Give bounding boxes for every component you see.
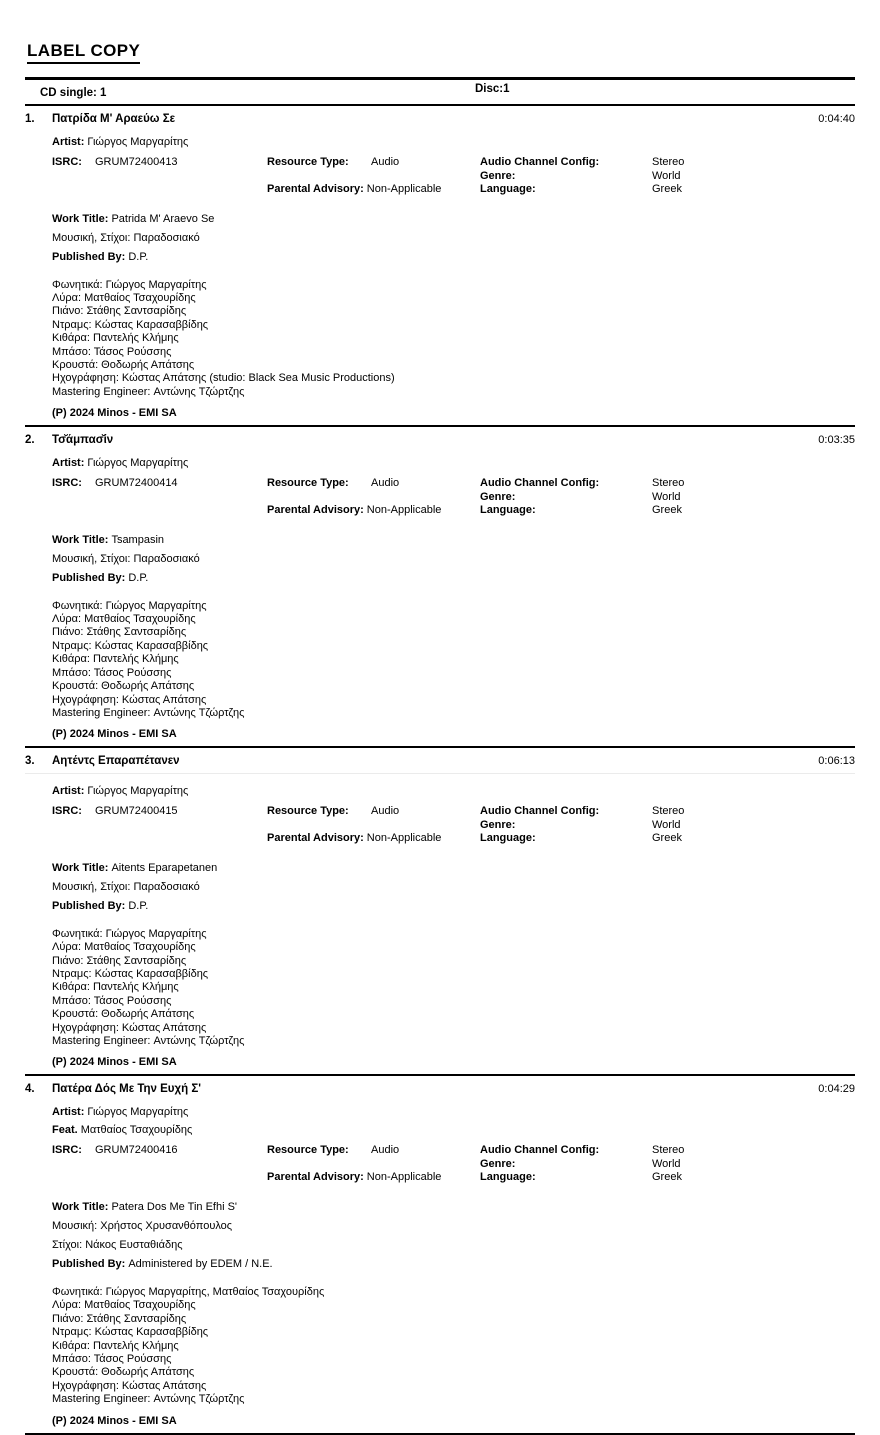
language-value: Greek [652, 183, 682, 195]
work-title-value: Aitents Eparapetanen [111, 861, 218, 874]
parental-advisory-value: Non-Applicable [366, 1171, 442, 1184]
work-info-block [52, 859, 855, 916]
genre-value: World [652, 169, 681, 182]
credit-line: Mastering Engineer: Αντώνης Τζώρτζης [52, 385, 245, 398]
artist-row [52, 1106, 855, 1118]
writer-line: Μουσική, Στίχοι: Παραδοσιακό [52, 231, 200, 244]
artist-row [52, 785, 855, 797]
audio-channel-config-value: Stereo [652, 477, 685, 490]
work-info-block [52, 531, 855, 588]
work-title-label: Work Title: [52, 861, 109, 874]
published-by-row [52, 569, 855, 588]
language-label: Language: [480, 504, 536, 517]
track-number: 3. [25, 755, 35, 768]
published-by-label: Published By: [52, 250, 126, 263]
track-title-row [25, 755, 855, 767]
track-list [25, 106, 855, 1435]
isrc-label: ISRC: [52, 156, 82, 168]
isrc-value: GRUM72400414 [95, 477, 178, 490]
credits [52, 279, 855, 400]
track-row [25, 1076, 855, 1434]
track-duration: 0:04:40 [818, 113, 855, 125]
genre-value: World [652, 490, 681, 503]
title-wrap [0, 0, 880, 64]
credit-line: Κιθάρα: Παντελής Κλήμης [52, 332, 179, 345]
audio-channel-config-value: Stereo [652, 1144, 685, 1157]
credits [52, 928, 855, 1049]
published-by-value: D.P. [128, 250, 149, 263]
parental-advisory-label: Parental Advisory: [267, 1171, 364, 1184]
work-title-value: Tsampasin [111, 533, 165, 546]
work-title-row [52, 859, 855, 878]
credit-line: Λύρα: Ματθαίος Τσαχουρίδης [52, 941, 196, 954]
writers [52, 1217, 855, 1255]
credits [52, 1286, 855, 1407]
artist-label: Artist: [52, 785, 85, 798]
audio-channel-config-value: Stereo [652, 156, 685, 168]
resource-type-field [267, 156, 480, 170]
language-value: Greek [652, 832, 682, 845]
track-separator [25, 1433, 855, 1435]
language-label: Language: [480, 1171, 536, 1184]
genre-label: Genre: [480, 490, 516, 503]
credit-line: Μπάσο: Τάσος Ρούσσης [52, 666, 172, 679]
artist-name: Γιώργος Μαργαρίτης [87, 1106, 189, 1119]
parental-advisory-value: Non-Applicable [366, 183, 442, 195]
parental-advisory-label: Parental Advisory: [267, 832, 364, 845]
audio-channel-config-label: Audio Channel Config: [480, 1144, 600, 1157]
work-info-block [52, 1198, 855, 1274]
isrc-label: ISRC: [52, 1144, 82, 1157]
p-line: (P) 2024 Minos - EMI SA [52, 407, 177, 420]
parental-advisory-field [267, 183, 480, 197]
writer-line: Μουσική, Στίχοι: Παραδοσιακό [52, 552, 200, 565]
isrc-field [52, 805, 267, 819]
resource-type-value: Audio [371, 805, 400, 818]
feat-name: Ματθαίος Τσαχουρίδης [80, 1124, 193, 1137]
p-line: (P) 2024 Minos - EMI SA [52, 1056, 177, 1069]
credit-line: Πιάνο: Στάθης Σαντσαρίδης [52, 954, 187, 967]
resource-type-label: Resource Type: [267, 156, 349, 168]
credit-line: Mastering Engineer: Αντώνης Τζώρτζης [52, 1035, 245, 1048]
track-title-row [25, 1083, 855, 1095]
writers [52, 878, 855, 897]
track-row [25, 106, 855, 427]
parental-advisory-field [267, 832, 480, 846]
isrc-value: GRUM72400415 [95, 805, 178, 818]
language-label: Language: [480, 183, 536, 195]
credit-line: Ντραμς: Κώστας Καρασαββίδης [52, 968, 209, 981]
credit-line: Μπάσο: Τάσος Ρούσσης [52, 1353, 172, 1365]
feat-row [52, 1124, 855, 1136]
track-duration: 0:03:35 [818, 434, 855, 447]
writers [52, 550, 855, 569]
language-value: Greek [652, 504, 682, 517]
credit-line: Φωνητικά: Γιώργος Μαργαρίτης [52, 599, 207, 612]
artist-label: Artist: [52, 136, 85, 148]
work-title-row [52, 531, 855, 550]
resource-type-label: Resource Type: [267, 805, 349, 818]
credit-line: Mastering Engineer: Αντώνης Τζώρτζης [52, 706, 245, 719]
page-break-line [25, 773, 855, 774]
credit-line: Πιάνο: Στάθης Σαντσαρίδης [52, 626, 187, 639]
credit-line: Ντραμς: Κώστας Καρασαββίδης [52, 318, 209, 331]
credit-line: Ντραμς: Κώστας Καρασαββίδης [52, 1326, 209, 1339]
track-duration: 0:06:13 [818, 755, 855, 768]
parental-advisory-field [267, 504, 480, 518]
track-number: 4. [25, 1083, 35, 1096]
page-title: LABEL COPY [27, 41, 140, 64]
genre-value: World [652, 1157, 681, 1170]
credit-line: Ντραμς: Κώστας Καρασαββίδης [52, 639, 209, 652]
credit-line: Κιθάρα: Παντελής Κλήμης [52, 981, 179, 994]
published-by-row [52, 897, 855, 916]
credit-line: Φωνητικά: Γιώργος Μαργαρίτης, Ματθαίος Τσαχουρίδης [52, 1285, 325, 1298]
artist-name: Γιώργος Μαργαρίτης [87, 457, 189, 470]
credit-line: Mastering Engineer: Αντώνης Τζώρτζης [52, 1393, 245, 1406]
isrc-value: GRUM72400413 [95, 156, 178, 168]
isrc-field [52, 477, 267, 491]
work-title-label: Work Title: [52, 1200, 109, 1213]
resource-type-label: Resource Type: [267, 1144, 349, 1157]
track-number: 1. [25, 113, 35, 125]
track-title: Αητέντς Επαραπέτανεν [52, 755, 180, 768]
disc-label: Disc:1 [475, 83, 510, 95]
genre-value: World [652, 818, 681, 831]
credit-line: Μπάσο: Τάσος Ρούσσης [52, 994, 172, 1007]
credit-line: Κρουστά: Θοδωρής Απάτσης [52, 1366, 195, 1379]
credit-line: Κιθάρα: Παντελής Κλήμης [52, 1339, 179, 1352]
credit-line: Μπάσο: Τάσος Ρούσσης [52, 345, 172, 358]
work-title-row [52, 210, 855, 229]
published-by-value: D.P. [128, 899, 149, 912]
credit-line: Πιάνο: Στάθης Σαντσαρίδης [52, 1312, 187, 1325]
published-by-label: Published By: [52, 1257, 126, 1270]
artist-name: Γιώργος Μαργαρίτης [87, 136, 189, 148]
writer-line: Μουσική, Στίχοι: Παραδοσιακό [52, 880, 200, 893]
credit-line: Ηχογράφηση: Κώστας Απάτσης [52, 1021, 207, 1034]
credit-line: Κρουστά: Θοδωρής Απάτσης [52, 1008, 195, 1021]
credit-line: Λύρα: Ματθαίος Τσαχουρίδης [52, 1299, 196, 1312]
audio-channel-config-label: Audio Channel Config: [480, 805, 600, 818]
published-by-row [52, 1255, 855, 1274]
track-duration: 0:04:29 [818, 1083, 855, 1096]
parental-advisory-label: Parental Advisory: [267, 504, 364, 517]
genre-label: Genre: [480, 818, 516, 831]
work-title-label: Work Title: [52, 533, 109, 546]
writers [52, 229, 855, 248]
p-line: (P) 2024 Minos - EMI SA [52, 1414, 177, 1427]
resource-type-value: Audio [371, 156, 400, 168]
parental-advisory-field [267, 1171, 480, 1185]
artist-label: Artist: [52, 1106, 85, 1119]
audio-channel-config-label: Audio Channel Config: [480, 156, 600, 168]
work-title-value: Patera Dos Me Tin Efhi S' [111, 1200, 238, 1213]
resource-type-label: Resource Type: [267, 477, 349, 490]
genre-label: Genre: [480, 169, 516, 182]
release-header-bar [25, 77, 855, 106]
parental-advisory-label: Parental Advisory: [267, 183, 364, 195]
resource-type-field [267, 477, 480, 491]
isrc-value: GRUM72400416 [95, 1144, 178, 1157]
track-title: Πατέρα Δός Με Την Ευχή Σ' [52, 1083, 201, 1096]
resource-type-field [267, 1144, 480, 1158]
p-line: (P) 2024 Minos - EMI SA [52, 728, 177, 741]
track-meta-grid [52, 805, 855, 846]
track-title: Τσ̆άμπασ̆ίν [52, 434, 114, 447]
track-meta-grid [52, 1144, 855, 1185]
published-by-value: Administered by EDEM / N.E. [128, 1257, 273, 1270]
published-by-label: Published By: [52, 571, 126, 584]
track-row [25, 427, 855, 748]
credits [52, 600, 855, 721]
work-info-block [52, 210, 855, 267]
track-title-row [25, 113, 855, 125]
credit-line: Φωνητικά: Γιώργος Μαργαρίτης [52, 927, 207, 940]
work-title-value: Patrida M' Araevo Se [111, 212, 215, 225]
artist-row [52, 136, 855, 148]
audio-channel-config-label: Audio Channel Config: [480, 477, 600, 490]
credit-line: Φωνητικά: Γιώργος Μαργαρίτης [52, 278, 207, 291]
writer-line: Στίχοι: Νάκος Ευσταθιάδης [52, 1238, 183, 1251]
artist-label: Artist: [52, 457, 85, 470]
track-row [25, 748, 855, 1076]
published-by-row [52, 248, 855, 267]
language-value: Greek [652, 1171, 682, 1184]
credit-line: Κρουστά: Θοδωρής Απάτσης [52, 358, 195, 371]
isrc-label: ISRC: [52, 477, 82, 490]
track-title-row [25, 434, 855, 446]
credit-line: Ηχογράφηση: Κώστας Απάτσης [52, 1379, 207, 1392]
credit-line: Ηχογράφηση: Κώστας Απάτσης (studio: Black Sea Music Productions) [52, 372, 395, 385]
track-meta-grid [52, 477, 855, 518]
work-title-label: Work Title: [52, 212, 109, 225]
language-label: Language: [480, 832, 536, 845]
credit-line: Κιθάρα: Παντελής Κλήμης [52, 653, 179, 666]
isrc-field [52, 1144, 267, 1158]
published-by-value: D.P. [128, 571, 149, 584]
track-meta-grid [52, 156, 855, 197]
audio-channel-config-value: Stereo [652, 805, 685, 818]
artist-name: Γιώργος Μαργαρίτης [87, 785, 189, 798]
credit-line: Λύρα: Ματθαίος Τσαχουρίδης [52, 613, 196, 626]
isrc-label: ISRC: [52, 805, 82, 818]
parental-advisory-value: Non-Applicable [366, 832, 442, 845]
track-title: Πατρίδα Μ' Αραεύω Σε [52, 113, 176, 125]
credit-line: Κρουστά: Θοδωρής Απάτσης [52, 680, 195, 693]
track-number: 2. [25, 434, 35, 447]
credit-line: Λύρα: Ματθαίος Τσαχουρίδης [52, 291, 196, 304]
resource-type-value: Audio [371, 1144, 400, 1157]
isrc-field [52, 156, 267, 170]
cd-single-label: CD single: 1 [40, 87, 107, 99]
published-by-label: Published By: [52, 899, 126, 912]
work-title-row [52, 1198, 855, 1217]
credit-line: Πιάνο: Στάθης Σαντσαρίδης [52, 305, 187, 318]
resource-type-value: Audio [371, 477, 400, 490]
artist-row [52, 457, 855, 469]
resource-type-field [267, 805, 480, 819]
feat-label: Feat. [52, 1124, 78, 1137]
credit-line: Ηχογράφηση: Κώστας Απάτσης [52, 693, 207, 706]
writer-line: Μουσική: Χρήστος Χρυσανθόπουλος [52, 1219, 233, 1232]
genre-label: Genre: [480, 1157, 516, 1170]
parental-advisory-value: Non-Applicable [366, 504, 442, 517]
